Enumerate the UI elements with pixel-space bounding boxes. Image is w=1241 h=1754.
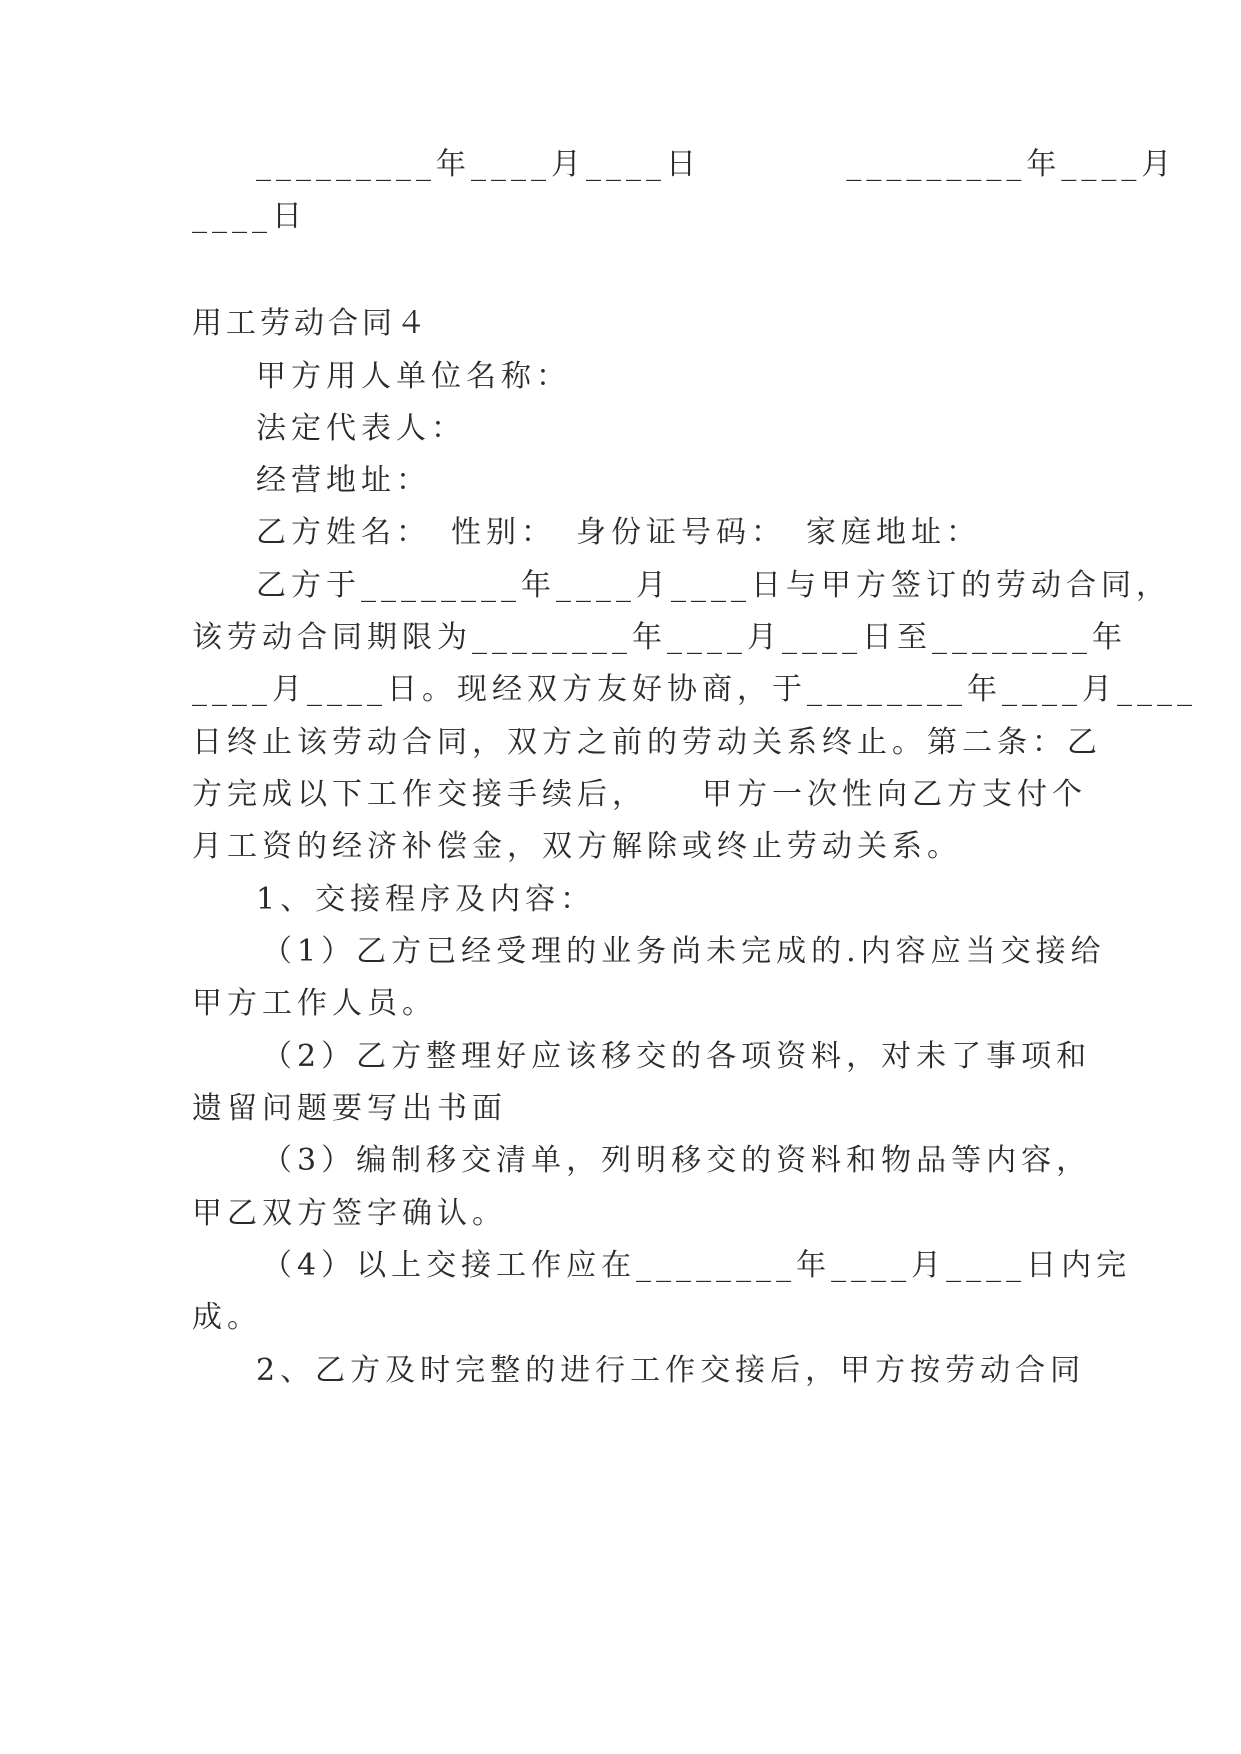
paragraph-line: 日终止该劳动合同，双方之前的劳动关系终止。第二条：乙	[192, 725, 1102, 760]
list-item-continued: 遗留问题要写出书面	[192, 1091, 507, 1126]
list-item: （3）编制移交清单，列明移交的资料和物品等内容，	[262, 1143, 1092, 1178]
list-item: （4）以上交接工作应在________年____月____日内完	[262, 1248, 1132, 1283]
list-item-continued: 甲方工作人员。	[192, 986, 437, 1021]
list-item-continued: 成。	[192, 1300, 262, 1335]
paragraph-line: 月工资的经济补偿金，双方解除或终止劳动关系。	[192, 829, 962, 864]
list-item: （2）乙方整理好应该移交的各项资料，对未了事项和	[262, 1039, 1092, 1074]
party-b-info-fields: 乙方姓名： 性别： 身份证号码： 家庭地址：	[256, 515, 981, 550]
list-item: （1）乙方已经受理的业务尚未完成的.内容应当交接给	[262, 934, 1106, 969]
paragraph-line: 该劳动合同期限为________年____月____日至________年	[192, 620, 1127, 655]
business-address-field: 经营地址：	[256, 463, 431, 498]
list-heading: 1、交接程序及内容：	[256, 882, 596, 917]
section-title: 用工劳动合同４	[192, 306, 430, 341]
paragraph-line: 2、乙方及时完整的进行工作交接后，甲方按劳动合同	[256, 1353, 1086, 1388]
list-item-continued: 甲乙双方签字确认。	[192, 1196, 507, 1231]
paragraph-line: 方完成以下工作交接手续后， 甲方一次性向乙方支付个	[192, 777, 1087, 812]
legal-representative-field: 法定代表人：	[256, 411, 466, 446]
paragraph-line: ____月____日。现经双方友好协商，于________年____月____	[192, 672, 1197, 707]
signature-date-line: _________年____月____日 _________年____月	[256, 147, 1177, 182]
paragraph-line: 乙方于________年____月____日与甲方签订的劳动合同，	[256, 568, 1171, 603]
party-a-name-field: 甲方用人单位名称：	[256, 359, 571, 394]
signature-date-line-continued: ____日	[192, 199, 307, 234]
